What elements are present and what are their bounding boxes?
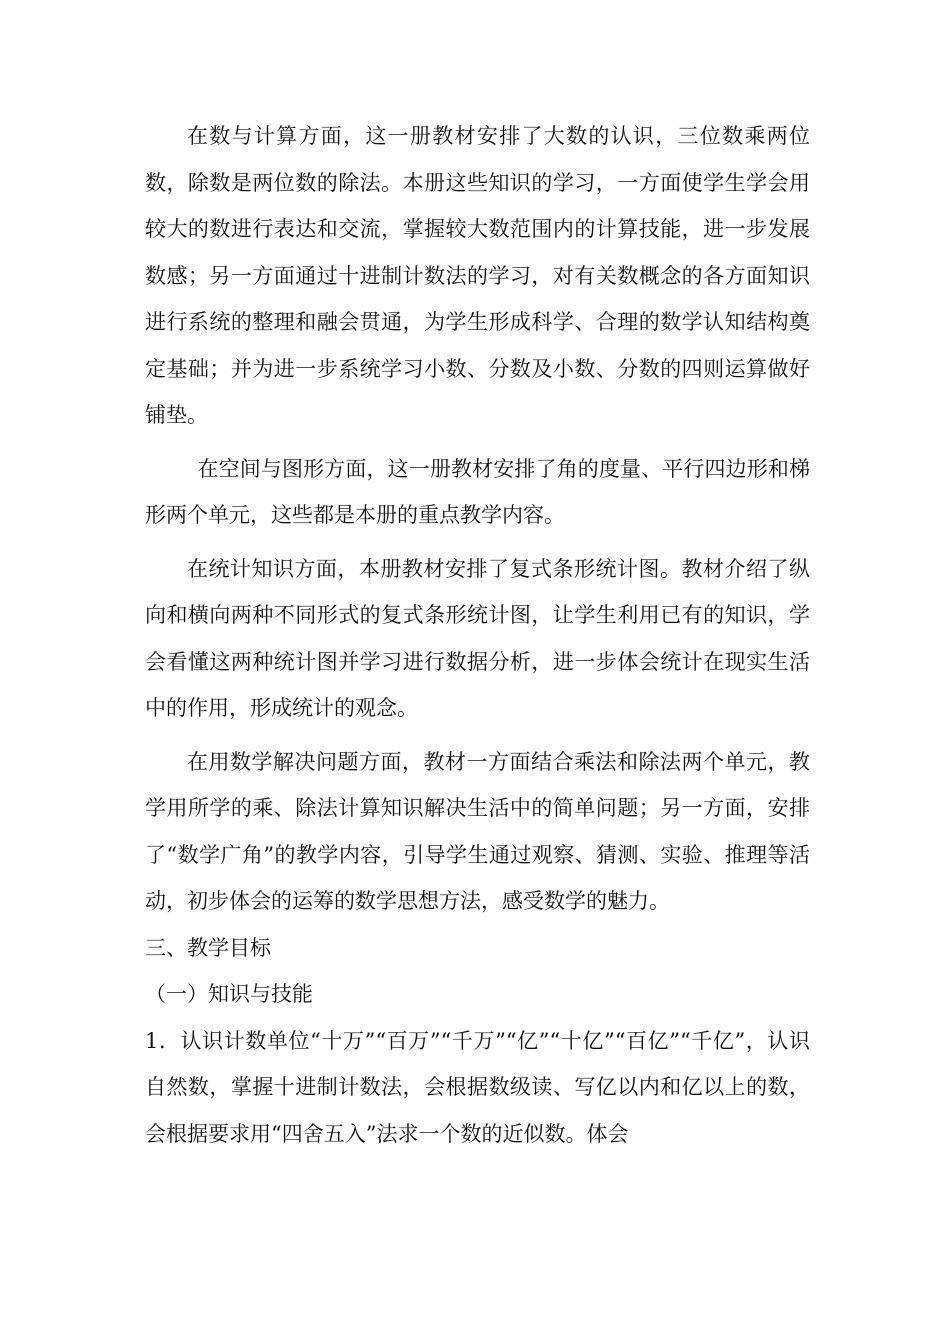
list-item-1: 1．认识计数单位“十万”“百万”“千万”“亿”“十亿”“百亿”“千亿”，认识自然数，掌握十进制计数法，会根据数级读、写亿以内和亿以上的数，会根据要求用“四舍五入”法求一个数的近似数。体会 (145, 1028, 810, 1146)
section-heading-teaching-goals: 三、教学目标 (145, 935, 271, 960)
document-body (145, 113, 810, 1157)
paragraph-problem-solving: 在用数学解决问题方面，教材一方面结合乘法和除法两个单元，教学用所学的乘、除法计算知识解决生活中的简单问题；另一方面，安排了“数学广角”的教学内容，引导学生通过观察、猜测、实验、推理等活动，初步体会的运筹的数学思想方法，感受数学的魅力。 (145, 749, 810, 913)
paragraph-number-calculation: 在数与计算方面，这一册教材安排了大数的认识，三位数乘两位数，除数是两位数的除法。本册这些知识的学习，一方面使学生学会用较大的数进行表达和交流，掌握较大数范围内的计算技能，进一步发展数感；另一方面通过十进制计数法的学习，对有关数概念的各方面知识进行系统的整理和融会贯通，为学生形成科学、合理的数学认知结构奠定基础；并为进一步系统学习小数、分数及小数、分数的四则运算做好铺垫。 (145, 124, 810, 427)
paragraph-statistics: 在统计知识方面，本册教材安排了复式条形统计图。教材介绍了纵向和横向两种不同形式的复式条形统计图，让学生利用已有的知识，学会看懂这两种统计图并学习进行数据分析，进一步体会统计在现实生活中的作用，形成统计的观念。 (145, 556, 810, 720)
paragraph-space-geometry: 在空间与图形方面，这一册教材安排了角的度量、平行四边形和梯形两个单元，这些都是本册的重点教学内容。 (145, 456, 810, 527)
subsection-heading-knowledge-skills: （一）知识与技能 (145, 982, 313, 1006)
